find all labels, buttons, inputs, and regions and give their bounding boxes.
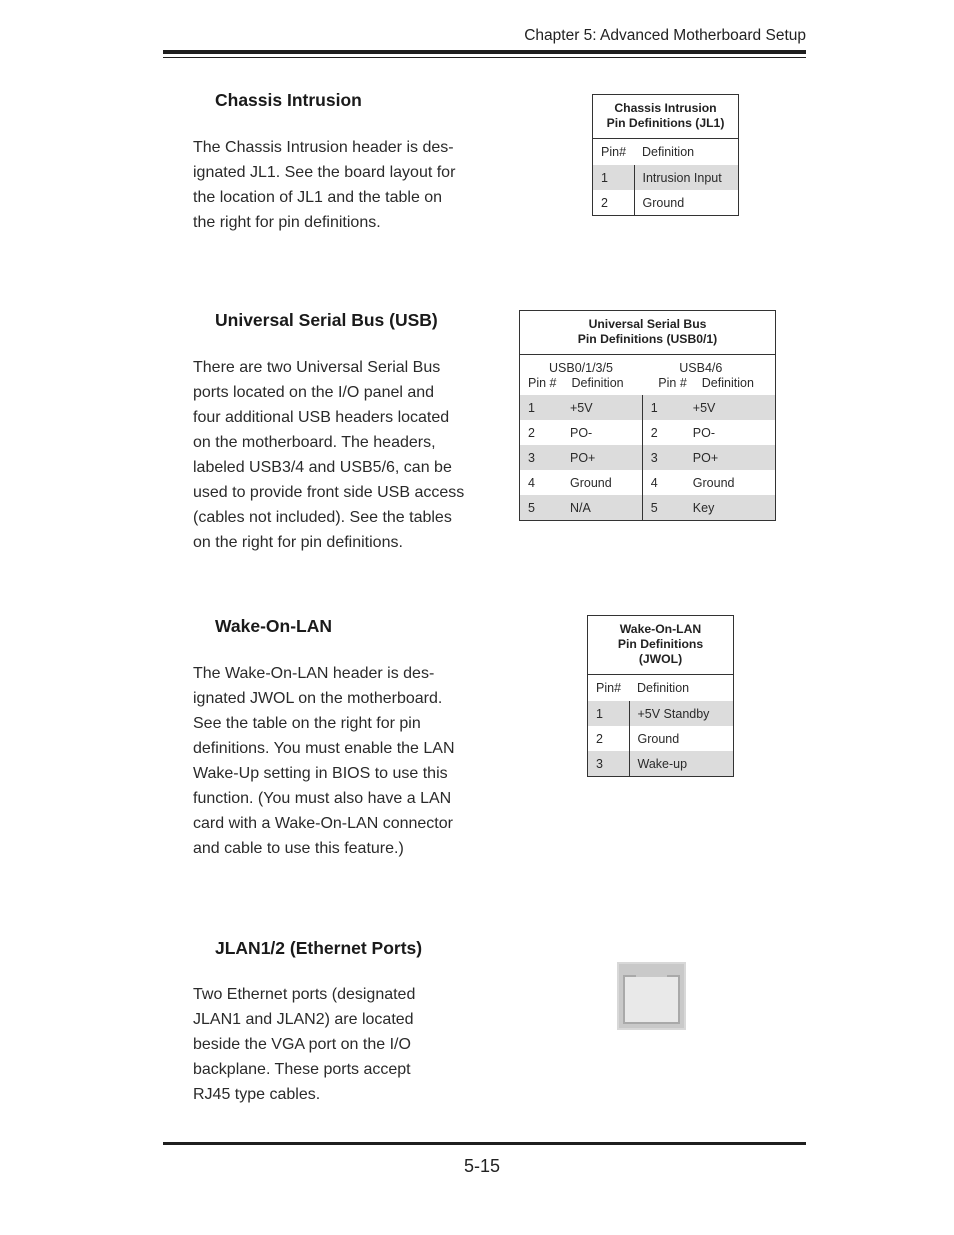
wol-table-title: Wake-On-LAN Pin Definitions (JWOL) — [588, 616, 734, 675]
wol-line: definitions. You must enable the LAN — [193, 740, 455, 757]
jlan-line: RJ45 type cables. — [193, 1086, 321, 1103]
section-title-jlan: JLAN1/2 (Ethernet Ports) — [215, 938, 423, 958]
table-row: 1 +5V 1 +5V — [520, 395, 776, 420]
jlan-line: JLAN1 and JLAN2) are located — [193, 1011, 414, 1028]
section-title-chassis: Chassis Intrusion — [215, 90, 362, 110]
col-header-definition: Definition — [642, 145, 695, 159]
usb-line: four additional USB headers located — [193, 409, 450, 426]
table-row: 2 Ground — [588, 726, 734, 751]
table-row: 2 Ground — [593, 190, 739, 216]
wol-pin-table — [587, 615, 734, 777]
wol-line: card with a Wake-On-LAN connector — [193, 815, 453, 832]
usb-pin-table — [519, 310, 776, 521]
table-row: 1 +5V Standby — [588, 701, 734, 726]
table-row: 1 Intrusion Input — [593, 165, 739, 190]
usb-line: on the right for pin definitions. — [193, 534, 403, 551]
chapter-header: Chapter 5: Advanced Motherboard Setup — [524, 27, 806, 44]
usb-line: There are two Universal Serial Bus — [193, 359, 441, 376]
chassis-line: The Chassis Intrusion header is des- — [193, 139, 454, 156]
section-title-wol: Wake-On-LAN — [215, 616, 332, 636]
usb-line: on the motherboard. The headers, — [193, 434, 436, 451]
col-header-pin: Pin# — [601, 145, 627, 159]
usb-line: used to provide front side USB access — [193, 484, 465, 501]
usb-group-right: USB4/6 Pin # Definition — [658, 361, 754, 390]
chassis-line: the location of JL1 and the table on — [193, 189, 443, 206]
page-number: 5-15 — [464, 1156, 501, 1176]
usb-line: ports located on the I/O panel and — [193, 384, 435, 401]
table-row: 5 N/A 5 Key — [520, 495, 776, 521]
footer-rule — [163, 1142, 806, 1145]
jlan-line: Two Ethernet ports (designated — [193, 986, 416, 1003]
section-title-usb: Universal Serial Bus (USB) — [215, 310, 438, 330]
chassis-table-title: Chassis Intrusion Pin Definitions (JL1) — [593, 95, 739, 139]
chassis-pin-table — [592, 94, 739, 216]
table-row: 2 PO- 2 PO- — [520, 420, 776, 445]
wol-line: ignated JWOL on the motherboard. — [193, 690, 443, 707]
wol-body — [193, 661, 472, 861]
jlan-line: backplane. These ports accept — [193, 1061, 411, 1078]
header-rule — [163, 50, 806, 54]
jlan-line: beside the VGA port on the I/O — [193, 1036, 411, 1053]
table-row: 4 Ground 4 Ground — [520, 470, 776, 495]
usb-line: labeled USB3/4 and USB5/6, can be — [193, 459, 452, 476]
header-rule-thin — [163, 57, 806, 58]
usb-table-title: Universal Serial Bus Pin Definitions (USB0/1) — [520, 311, 776, 355]
wol-line: See the table on the right for pin — [193, 715, 421, 732]
table-row: 3 Wake-up — [588, 751, 734, 777]
wol-line: and cable to use this feature.) — [193, 840, 404, 857]
usb-line: (cables not included). See the tables — [193, 509, 452, 526]
wol-line: The Wake-On-LAN header is des- — [193, 665, 435, 682]
usb-body — [193, 355, 472, 555]
rj45-port-icon — [617, 962, 686, 1030]
col-header-pin: Pin# — [596, 681, 622, 695]
chassis-line: the right for pin definitions. — [193, 214, 381, 231]
table-row: 3 PO+ 3 PO+ — [520, 445, 776, 470]
wol-line: function. (You must also have a LAN — [193, 790, 452, 807]
jlan-body — [193, 982, 433, 1107]
wol-line: Wake-Up setting in BIOS to use this — [193, 765, 448, 782]
col-header-definition: Definition — [637, 681, 690, 695]
chassis-line: ignated JL1. See the board layout for — [193, 164, 456, 181]
chassis-body — [193, 135, 472, 235]
usb-group-left: USB0/1/3/5 Pin # Definition — [528, 361, 624, 390]
